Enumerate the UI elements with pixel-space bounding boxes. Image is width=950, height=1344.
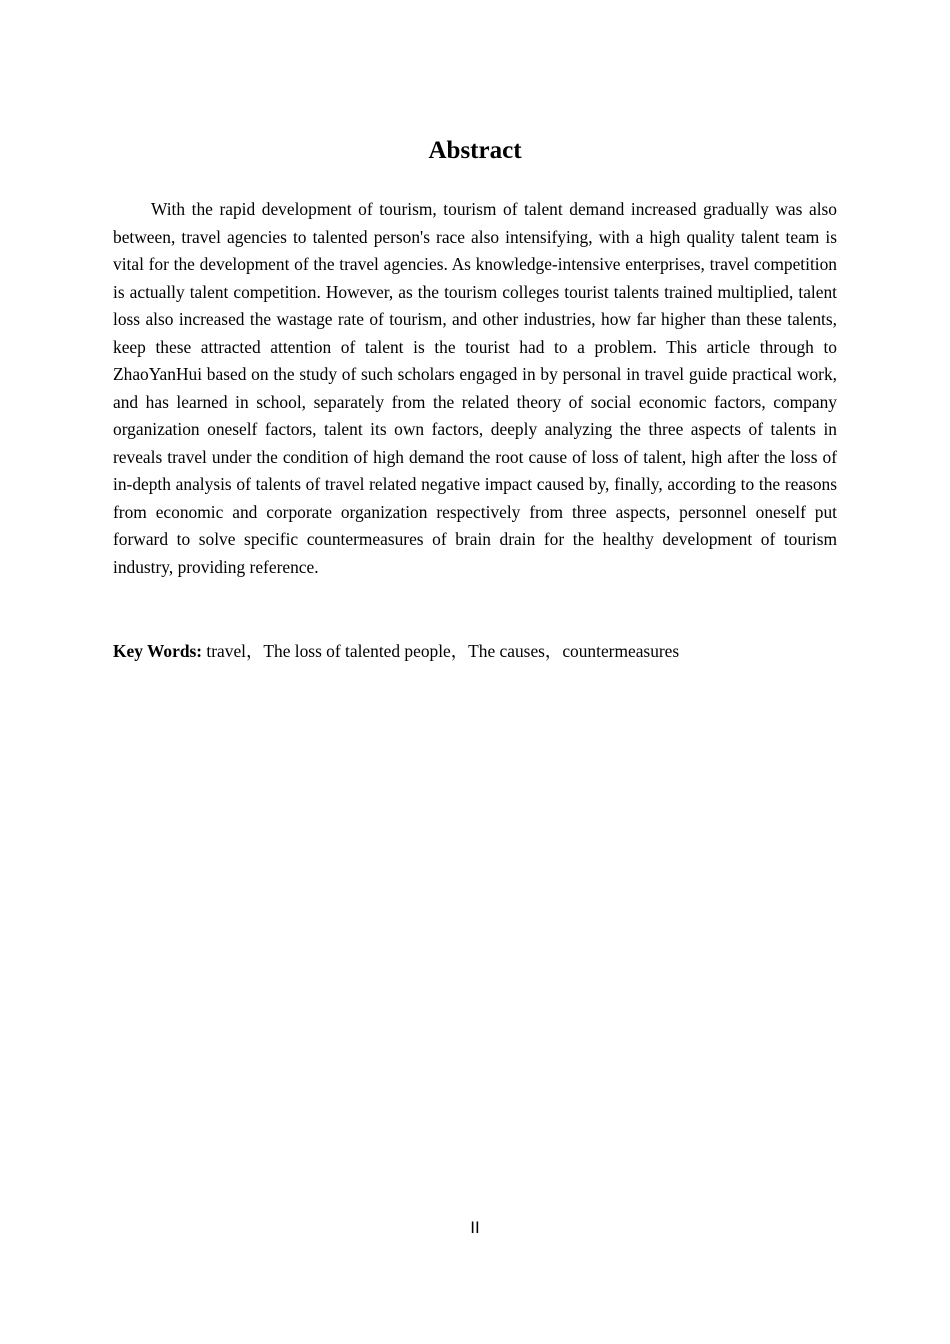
abstract-body: With the rapid development of tourism, tourism of talent demand increased gradually was also between, travel agencies to talented person's race also intensifying, with a high quality talent team is vital for the development of the travel agencies. As knowledge-intensive enterprises, travel competition is actually talent competition. However, as the tourism colleges tourist talents trained multiplied, talent loss also increased the wastage rate of tourism, and other industries, how far higher than these talents, keep these attracted attention of talent is the tourist had to a problem. This article through to ZhaoYanHui based on the study of such scholars engaged in by personal in travel guide practical work, and has learned in school, separately from the related theory of social economic factors, company organization oneself factors, talent its own factors, deeply analyzing the three aspects of talents in reveals travel under the condition of high demand the root cause of loss of talent, high after the loss of in-depth analysis of talents of travel related negative impact caused by, finally, according to the reasons from economic and corporate organization respectively from three aspects, personnel oneself put forward to solve specific countermeasures of brain drain for the healthy development of tourism industry, providing reference. bbox=[113, 199, 837, 577]
keywords-label: Key Words: bbox=[113, 641, 203, 661]
keywords-line bbox=[113, 638, 837, 666]
abstract-title: Abstract bbox=[428, 137, 522, 164]
page-number: II bbox=[470, 1218, 480, 1237]
keywords-list: travel，The loss of talented people，The causes，countermeasures bbox=[202, 641, 680, 661]
